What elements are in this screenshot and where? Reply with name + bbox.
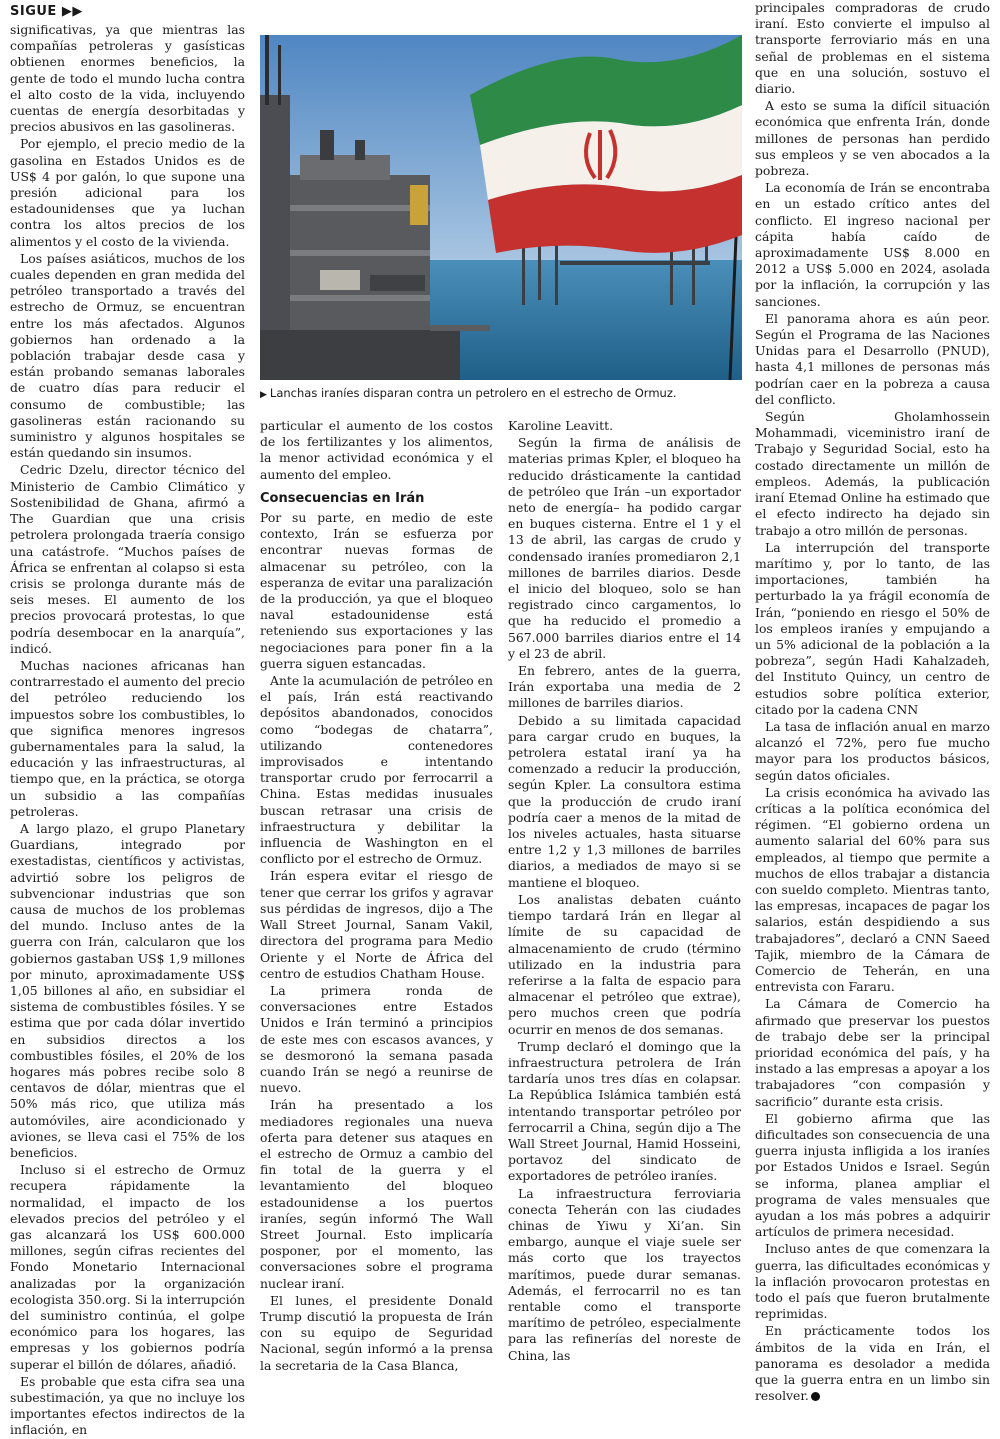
paragraph: significativas, ya que mientras las compañías petroleras y gasísticas obtienen enormes beneficios, la gente de todo el mundo lucha contra el alto costo de la vida, incluyendo cuentas de energía desorbitadas y precios abusivos en las gasolineras.	[10, 22, 245, 135]
double-arrow-icon: ▶▶	[61, 4, 83, 19]
section-heading: Consecuencias en Irán	[260, 490, 425, 506]
paragraph: Debido a su limitada capacidad para cargar crudo en buques, la petrolera estatal iraní ya ha comenzado a reducir la producción, según Kpler. La consultora estima que la producción de crudo iraní podría caer a menos de la mitad de los niveles actuales, hasta situarse entre 1,2 y 1,3 millones de barriles diarios, a mediados de mayo si se mantiene el bloqueo.	[508, 712, 741, 890]
paragraph: El gobierno afirma que las dificultades son consecuencia de una guerra injusta infligida a los iraníes por Estados Unidos e Israel. Según se informa, planea ampliar el programa de vales mensuales que ayudan a los más pobres a adquirir artículos de primera necesidad.	[755, 1110, 990, 1240]
paragraph: Incluso si el estrecho de Ormuz recupera rápidamente la normalidad, el impacto de los elevados precios del petróleo y el gas alcanzará los US$ 600.000 millones, según cifras recientes del Fondo Monetario Internacional analizadas por la organización ecologista 350.org. Si la interrupción del suministro continúa, el golpe económico para los hogares, las empresas y los gobiernos podría superar el billón de dólares, añadió.	[10, 1162, 245, 1372]
paragraph: particular el aumento de los costos de los fertilizantes y los alimentos, la menor actividad económica y el aumento del empleo.	[260, 418, 493, 482]
paragraph: Ante la acumulación de petróleo en el país, Irán está reactivando depósitos abandonados, conocidos como “bodegas de chatarra”, utilizando contenedores improvisados e intentando transportar crudo por ferrocarril a China. Estas medidas inusuales buscan retrasar una crisis de infraestructura y debilitar la influencia de Washington en el conflicto por el estrecho de Ormuz.	[260, 673, 493, 867]
caption-triangle-icon: ▶	[260, 390, 267, 400]
paragraph: En febrero, antes de la guerra, Irán exportaba una media de 2 millones de barriles diarios.	[508, 663, 741, 711]
paragraph: Los países asiáticos, muchos de los cuales dependen en gran medida del petróleo transportado a través del estrecho de Ormuz, se encuentran entre los más afectados. Algunos gobiernos han ordenado a la población trabajar desde casa y están probando semanas laborales de cuatro días para reducir el consumo de combustible; las gasolineras están racionando su suministro y algunos hospitales se están quedando sin insumos.	[10, 250, 245, 461]
paragraph: principales compradoras de crudo iraní. Esto convierte el impulso al transporte ferroviario más en una señal de problemas en el sistema que en una solución, sostuvo el diario.	[755, 0, 990, 97]
paragraph: Según Gholamhossein Mohammadi, viceministro iraní de Trabajo y Seguridad Social, esto ha costado directamente un millón de empleos. Además, la publicación iraní Etemad Online ha estimado que el efecto indirecto ha dejado sin trabajo a otro millón de personas.	[755, 409, 990, 538]
article-column-4	[755, 0, 990, 1404]
paragraph: Los analistas debaten cuánto tiempo tardará Irán en llegar al límite de su capacidad de almacenamiento de crudo (término utilizado en la industria para referirse a la falta de espacio para almacenar el petróleo que extrae), pero muchos creen que podría ocurrir en menos de dos semanas.	[508, 891, 741, 1037]
paragraph: Según la firma de análisis de materias primas Kpler, el bloqueo ha reducido drásticamente la cantidad de petróleo que Irán –un exportador neto de energía– ha podido cargar en buques cisterna. Entre el 1 y el 13 de abril, las cargas de crudo y condensado iraníes promediaron 2,1 millones de barriles diarios. Desde el inicio del bloqueo, solo se han registrado cinco cargamentos, lo que ha reducido el promedio a 567.000 barriles diarios entre el 14 y el 23 de abril.	[508, 435, 741, 661]
paragraph: La primera ronda de conversaciones entre Estados Unidos e Irán terminó a principios de este mes con escasos avances, y se desmoronó la semana pasada cuando Irán se negó a reunirse de nuevo.	[260, 982, 493, 1096]
continued-label: SIGUE ▶▶	[10, 4, 83, 19]
paragraph: A largo plazo, el grupo Planetary Guardians, integrado por exestadistas, científicos y activistas, advirtió sobre los peligros de subvencionar industrias que son causa de muchos de los problemas del mundo. Incluso antes de la guerra con Irán, calcularon que los gobiernos gastaban US$ 1,9 millones por minuto, aproximadamente US$ 1,05 billones al año, en subsidiar el sistema de combustibles fósiles. Y se estima que por cada dólar invertido en subsidios directos a los combustibles fósiles, el 20% de los hogares más pobres recibe solo 8 centavos de dólar, mientras que el 50% más rico, que utiliza más automóviles, aire acondicionado y aviones, se lleva casi el 75% de los beneficios.	[10, 820, 245, 1161]
paragraph: Es probable que esta cifra sea una subestimación, ya que no incluye los importantes efectos indirectos de la inflación, en	[10, 1373, 245, 1438]
paragraph: A esto se suma la difícil situación económica que enfrenta Irán, donde millones de personas han perdido sus empleos y se ven abocados a la pobreza.	[755, 98, 990, 179]
final-paragraph: En prácticamente todos los ámbitos de la vida en Irán, el panorama es desolador a medida que la guerra entra en un limbo sin resolver.	[755, 1323, 990, 1404]
paragraph: Cedric Dzelu, director técnico del Ministerio de Cambio Climático y Sostenibilidad de Ghana, afirmó a The Guardian que una crisis petrolera prolongada traería consigo una catástrofe. “Muchos países de África se enfrentan al colapso si esta crisis se prolonga durante más de seis meses. El aumento de los precios provocará protestas, lo que podría desembocar en la anarquía”, indicó.	[10, 462, 245, 656]
paragraph: Irán espera evitar el riesgo de tener que cerrar los grifos y agravar sus pérdidas de ingresos, dijo a The Wall Street Journal, Sanam Vakil, directora del programa para Medio Oriente y el Norte de África del centro de estudios Chatham House.	[260, 868, 493, 981]
paragraph: Por su parte, en medio de este contexto, Irán se esfuerza por encontrar nuevas formas de almacenar su petróleo, con la esperanza de evitar una paralización de la producción, ya que el bloqueo naval estadounidense está reteniendo sus exportaciones y las negociaciones para poner fin a la guerra siguen estancadas.	[260, 510, 493, 671]
paragraph: Irán ha presentado a los mediadores regionales una nueva oferta para detener sus ataques en el estrecho de Ormuz a cambio del fin total de la guerra y el levantamiento del bloqueo estadounidense a los puertos iraníes, según informó The Wall Street Journal. Esto implicaría posponer, por el momento, las conversaciones sobre el programa nuclear iraní.	[260, 1097, 493, 1291]
paragraph: La crisis económica ha avivado las críticas a la política económica del régimen. “El gobierno ordena un aumento salarial del 60% para sus empleados, al tiempo que permite a muchos de ellos trabajar a distancia con sueldo completo. Mientras tanto, las empresas, incapaces de pagar los salarios, están despidiendo a sus trabajadores”, declaró a CNN Saeed Tajik, miembro de la Cámara de Comercio de Teherán, en una entrevista con Fararu.	[755, 784, 990, 995]
paragraph: Muchas naciones africanas han contrarrestado el aumento del precio del petróleo reduciendo los impuestos sobre los combustibles, lo que significa menores ingresos gubernamentales para la salud, la educación y las infraestructuras, al tiempo que, en la práctica, se otorga un subsidio a las compañías petroleras.	[10, 657, 245, 819]
end-mark-icon	[811, 1392, 820, 1401]
paragraph: La interrupción del transporte marítimo y, por lo tanto, de las importaciones, también ha perturbado la ya frágil economía de Irán, “poniendo en riesgo el 50% de los empleos iraníes y empujando a un 5% adicional de la población a la pobreza”, según Hadi Kahalzadeh, del Instituto Quincy, un centro de estudios sobre política exterior, citado por la cadena CNN	[755, 539, 990, 717]
article-column-2	[260, 418, 493, 1374]
paragraph: Incluso antes de que comenzara la guerra, las dificultades económicas y la inflación provocaron protestas en todo el país que fueron brutalmente reprimidas.	[755, 1241, 990, 1322]
paragraph: Trump declaró el domingo que la infraestructura petrolera de Irán tardaría unos tres días en colapsar. La República Islámica también está intentando transportar petróleo por ferrocarril a China, según dijo a The Wall Street Journal, Hamid Hosseini, portavoz del sindicato de exportadores de petróleo iraníes.	[508, 1038, 741, 1184]
article-photo	[260, 35, 742, 380]
photo-caption: ▶ Lanchas iraníes disparan contra un petrolero en el estrecho de Ormuz.	[260, 386, 677, 400]
paragraph: Por ejemplo, el precio medio de la gasolina en Estados Unidos es de US$ 4 por galón, lo que supone una presión adicional para los estadounidenses que ya luchan contra los altos precios de los alimentos y el costo de la vivienda.	[10, 136, 245, 249]
paragraph: El panorama ahora es aún peor. Según el Programa de las Naciones Unidas para el Desarrollo (PNUD), hasta 4,1 millones de personas más podrían caer en la pobreza a causa del conflicto.	[755, 310, 990, 407]
paragraph: La economía de Irán se encontraba en un estado crítico antes del conflicto. El ingreso nacional per cápita había caído de aproximadamente US$ 8.000 en 2012 a US$ 5.000 en 2024, asolada por la inflación, la corrupción y las sanciones.	[755, 180, 990, 309]
paragraph: El lunes, el presidente Donald Trump discutió la propuesta de Irán con su equipo de Seguridad Nacional, según informó a la prensa la secretaria de la Casa Blanca,	[260, 1292, 493, 1373]
paragraph: Karoline Leavitt.	[508, 418, 614, 433]
paragraph: La tasa de inflación anual en marzo alcanzó el 72%, pero fue mucho mayor para los productos básicos, según datos oficiales.	[755, 718, 990, 783]
paragraph: La Cámara de Comercio ha afirmado que preservar los puestos de trabajo debe ser la principal prioridad económica del país, y ha instado a las empresas a apoyar a los trabajadores “con compasión y sacrificio” durante esta crisis.	[755, 996, 990, 1109]
oil-platform-flag-image	[260, 35, 742, 380]
article-column-1	[10, 22, 245, 1439]
article-column-3	[508, 418, 741, 1364]
paragraph: La infraestructura ferroviaria conecta Teherán con las ciudades chinas de Yiwu y Xi’an. Sin embargo, aunque el viaje suele ser más corto que los trayectos marítimos, puede durar semanas. Además, el ferrocarril no es tan rentable como el transporte marítimo de petróleo, especialmente para las refinerías del noreste de China, las	[508, 1185, 741, 1363]
